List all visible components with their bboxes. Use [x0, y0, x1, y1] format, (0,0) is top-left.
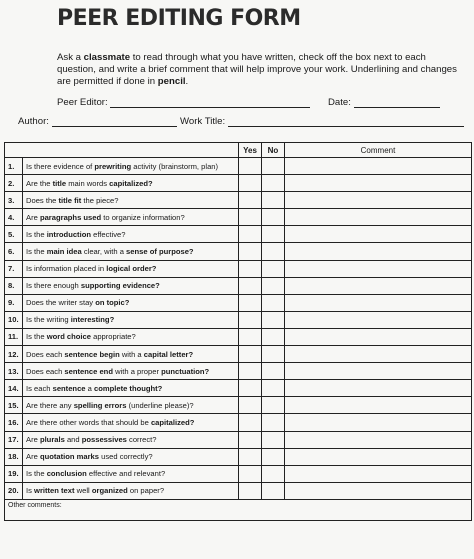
yes-cell[interactable]: [239, 363, 262, 380]
question-keyword: sentence end: [64, 366, 113, 376]
question-number: 10.: [5, 311, 23, 328]
other-comments-label: Other comments:: [8, 501, 62, 509]
yes-cell[interactable]: [239, 158, 262, 175]
question-keyword: spelling errors: [73, 400, 127, 410]
comment-cell[interactable]: [285, 294, 472, 311]
question-fragment: effective?: [90, 229, 126, 239]
question-fragment: Are there other words that should be: [26, 417, 151, 427]
question-keyword: logical order?: [106, 264, 157, 274]
question-text: [23, 209, 239, 226]
question-fragment: clear, with a: [81, 247, 127, 257]
no-cell[interactable]: [262, 414, 285, 431]
question-number: 18.: [5, 448, 23, 465]
question-keyword: punctuation?: [161, 366, 210, 376]
yes-cell[interactable]: [239, 346, 262, 363]
question-keyword: prewriting: [94, 161, 132, 171]
table-header: [5, 143, 472, 158]
yes-cell[interactable]: [239, 260, 262, 277]
no-cell[interactable]: [262, 380, 285, 397]
question-fragment: Are there any: [26, 400, 74, 410]
question-fragment: a: [85, 383, 94, 393]
comment-cell[interactable]: [285, 431, 472, 448]
question-text: [23, 192, 239, 209]
question-keyword: capital letter?: [143, 349, 194, 359]
table-row: [5, 448, 472, 465]
no-cell[interactable]: [262, 192, 285, 209]
author-row: [18, 116, 177, 127]
question-keyword: capitalized?: [109, 178, 153, 188]
table-row: [5, 465, 472, 482]
comment-cell[interactable]: [285, 397, 472, 414]
comment-cell[interactable]: [285, 226, 472, 243]
yes-cell[interactable]: [239, 482, 262, 499]
question-number: 7.: [5, 260, 23, 277]
comment-cell[interactable]: [285, 158, 472, 175]
question-number: 11.: [5, 328, 23, 345]
question-number: 13.: [5, 363, 23, 380]
question-fragment: Is information placed in: [26, 264, 107, 274]
no-cell[interactable]: [262, 465, 285, 482]
table-row: [5, 192, 472, 209]
comment-cell[interactable]: [285, 482, 472, 499]
question-keyword: paragraphs used: [39, 212, 102, 222]
question-text: [23, 158, 239, 175]
yes-cell[interactable]: [239, 328, 262, 345]
question-text: [23, 448, 239, 465]
question-text: [23, 363, 239, 380]
question-text: [23, 380, 239, 397]
comment-cell[interactable]: [285, 277, 472, 294]
question-number: 12.: [5, 346, 23, 363]
question-number: 14.: [5, 380, 23, 397]
question-fragment: Is the: [26, 469, 47, 479]
question-text: [23, 346, 239, 363]
question-number: 16.: [5, 414, 23, 431]
work-title-label: Work Title:: [180, 116, 226, 127]
question-fragment: Does each: [26, 366, 65, 376]
instructions: Ask a classmate to read through what you have written, check off the box next to each question, and write a brief comment that will help improve your work. Underlining and changes are permitted if done in pencil.: [57, 52, 457, 87]
no-cell[interactable]: [262, 158, 285, 175]
comment-cell[interactable]: [285, 209, 472, 226]
form-title: PEER EDITING FORM: [57, 6, 301, 31]
comment-cell[interactable]: [285, 363, 472, 380]
no-cell[interactable]: [262, 226, 285, 243]
question-number: 4.: [5, 209, 23, 226]
question-fragment: activity (brainstorm, plan): [131, 161, 219, 171]
question-number: 8.: [5, 277, 23, 294]
yes-cell[interactable]: [239, 294, 262, 311]
comment-cell[interactable]: [285, 260, 472, 277]
question-fragment: well: [74, 486, 92, 496]
table-row: [5, 482, 472, 499]
date-row: [328, 97, 440, 108]
table-row: [5, 414, 472, 431]
question-fragment: Are the: [26, 178, 53, 188]
question-keyword: word choice: [46, 332, 91, 342]
question-fragment: correct?: [126, 435, 157, 445]
table-row: [5, 209, 472, 226]
no-cell[interactable]: [262, 328, 285, 345]
question-keyword: interesting?: [70, 315, 115, 325]
question-text: [23, 260, 239, 277]
yes-cell[interactable]: [239, 465, 262, 482]
peer-editor-row: [57, 97, 310, 108]
question-text: [23, 414, 239, 431]
question-fragment: main words: [66, 178, 110, 188]
comment-cell[interactable]: [285, 414, 472, 431]
checklist-table: [4, 142, 472, 521]
question-keyword: capitalized?: [150, 417, 195, 427]
work-title-line[interactable]: [228, 116, 464, 127]
question-text: [23, 243, 239, 260]
question-fragment: with a: [119, 349, 144, 359]
question-fragment: Is there enough: [26, 281, 81, 291]
comment-cell[interactable]: [285, 346, 472, 363]
question-fragment: the piece?: [81, 195, 119, 205]
table-row: [5, 277, 472, 294]
table-row: [5, 175, 472, 192]
yes-cell[interactable]: [239, 397, 262, 414]
question-fragment: Are: [26, 452, 40, 462]
question-fragment: on paper?: [127, 486, 165, 496]
question-fragment: Is each: [26, 383, 53, 393]
question-fragment: (underline please)?: [126, 400, 194, 410]
question-fragment: Is the writing: [26, 315, 71, 325]
no-cell[interactable]: [262, 294, 285, 311]
no-cell[interactable]: [262, 175, 285, 192]
no-cell[interactable]: [262, 311, 285, 328]
question-number: 3.: [5, 192, 23, 209]
yes-cell[interactable]: [239, 226, 262, 243]
question-text: [23, 175, 239, 192]
comment-cell[interactable]: [285, 311, 472, 328]
author-line[interactable]: [52, 116, 177, 127]
question-fragment: Is the: [26, 332, 47, 342]
question-text: [23, 311, 239, 328]
date-line[interactable]: [354, 97, 440, 108]
question-keyword: complete thought?: [93, 383, 163, 393]
question-text: [23, 431, 239, 448]
table-row: [5, 243, 472, 260]
no-header: No: [262, 143, 285, 158]
no-cell[interactable]: [262, 482, 285, 499]
question-number: 9.: [5, 294, 23, 311]
yes-cell[interactable]: [239, 209, 262, 226]
yes-cell[interactable]: [239, 277, 262, 294]
no-cell[interactable]: [262, 431, 285, 448]
comment-cell[interactable]: [285, 380, 472, 397]
question-keyword: introduction: [46, 229, 91, 239]
comment-cell[interactable]: [285, 465, 472, 482]
yes-cell[interactable]: [239, 243, 262, 260]
table-row: [5, 260, 472, 277]
no-cell[interactable]: [262, 448, 285, 465]
question-fragment: effective and relevant?: [86, 469, 166, 479]
peer-editor-label: Peer Editor:: [57, 97, 108, 108]
table-row: [5, 397, 472, 414]
question-keyword: sense of purpose?: [126, 247, 194, 257]
author-label: Author:: [18, 116, 49, 127]
comment-cell[interactable]: [285, 448, 472, 465]
question-number: 20.: [5, 482, 23, 499]
question-text: [23, 482, 239, 499]
yes-cell[interactable]: [239, 380, 262, 397]
no-cell[interactable]: [262, 260, 285, 277]
no-cell[interactable]: [262, 346, 285, 363]
yes-cell[interactable]: [239, 448, 262, 465]
question-number: 17.: [5, 431, 23, 448]
date-label: Date:: [328, 97, 351, 108]
question-fragment: appropriate?: [91, 332, 136, 342]
question-fragment: Does the: [26, 195, 59, 205]
yes-cell[interactable]: [239, 192, 262, 209]
comment-cell[interactable]: [285, 175, 472, 192]
yes-cell[interactable]: [239, 311, 262, 328]
question-keyword: organized: [91, 486, 128, 496]
peer-editor-line[interactable]: [110, 97, 310, 108]
table-row: [5, 431, 472, 448]
question-fragment: Is the: [26, 229, 47, 239]
question-fragment: Does each: [26, 349, 65, 359]
question-fragment: used correctly?: [99, 452, 153, 462]
table-row: [5, 363, 472, 380]
question-text: [23, 465, 239, 482]
question-fragment: Is: [26, 486, 35, 496]
question-keyword: sentence: [52, 383, 86, 393]
question-number: 19.: [5, 465, 23, 482]
question-number: 6.: [5, 243, 23, 260]
question-keyword: quotation marks: [39, 452, 100, 462]
question-keyword: plurals: [39, 435, 65, 445]
question-keyword: title fit: [58, 195, 82, 205]
comment-cell[interactable]: [285, 328, 472, 345]
no-cell[interactable]: [262, 277, 285, 294]
question-keyword: possessives: [81, 435, 127, 445]
table-row: [5, 346, 472, 363]
other-comments-row: [5, 499, 472, 520]
question-text: [23, 226, 239, 243]
question-keyword: title: [52, 178, 67, 188]
question-number: 15.: [5, 397, 23, 414]
yes-header: Yes: [239, 143, 262, 158]
no-cell[interactable]: [262, 397, 285, 414]
question-keyword: on topic?: [95, 298, 130, 308]
question-fragment: Does the writer stay: [26, 298, 96, 308]
work-title-row: [180, 116, 464, 127]
question-number: 2.: [5, 175, 23, 192]
yes-cell[interactable]: [239, 175, 262, 192]
question-keyword: supporting evidence?: [80, 281, 160, 291]
comment-cell[interactable]: [285, 243, 472, 260]
question-keyword: conclusion: [46, 469, 87, 479]
no-cell[interactable]: [262, 209, 285, 226]
comment-cell[interactable]: [285, 192, 472, 209]
question-fragment: Are: [26, 212, 40, 222]
question-text: [23, 397, 239, 414]
question-keyword: main idea: [46, 247, 82, 257]
question-text: [23, 328, 239, 345]
no-cell[interactable]: [262, 363, 285, 380]
comment-header: Comment: [285, 143, 472, 158]
question-fragment: Is there evidence of: [26, 161, 95, 171]
question-fragment: Is the: [26, 247, 47, 257]
question-fragment: with a proper: [112, 366, 162, 376]
question-header: [5, 143, 239, 158]
question-number: 5.: [5, 226, 23, 243]
question-text: [23, 277, 239, 294]
question-number: 1.: [5, 158, 23, 175]
table-row: [5, 380, 472, 397]
table-row: [5, 328, 472, 345]
yes-cell[interactable]: [239, 414, 262, 431]
other-comments-field[interactable]: [5, 499, 472, 520]
table-row: [5, 158, 472, 175]
question-fragment: and: [64, 435, 82, 445]
question-keyword: written text: [34, 486, 75, 496]
question-keyword: sentence begin: [64, 349, 120, 359]
table-row: [5, 294, 472, 311]
table-row: [5, 311, 472, 328]
no-cell[interactable]: [262, 243, 285, 260]
table-row: [5, 226, 472, 243]
question-fragment: to organize information?: [101, 212, 185, 222]
question-text: [23, 294, 239, 311]
yes-cell[interactable]: [239, 431, 262, 448]
question-fragment: Are: [26, 435, 40, 445]
